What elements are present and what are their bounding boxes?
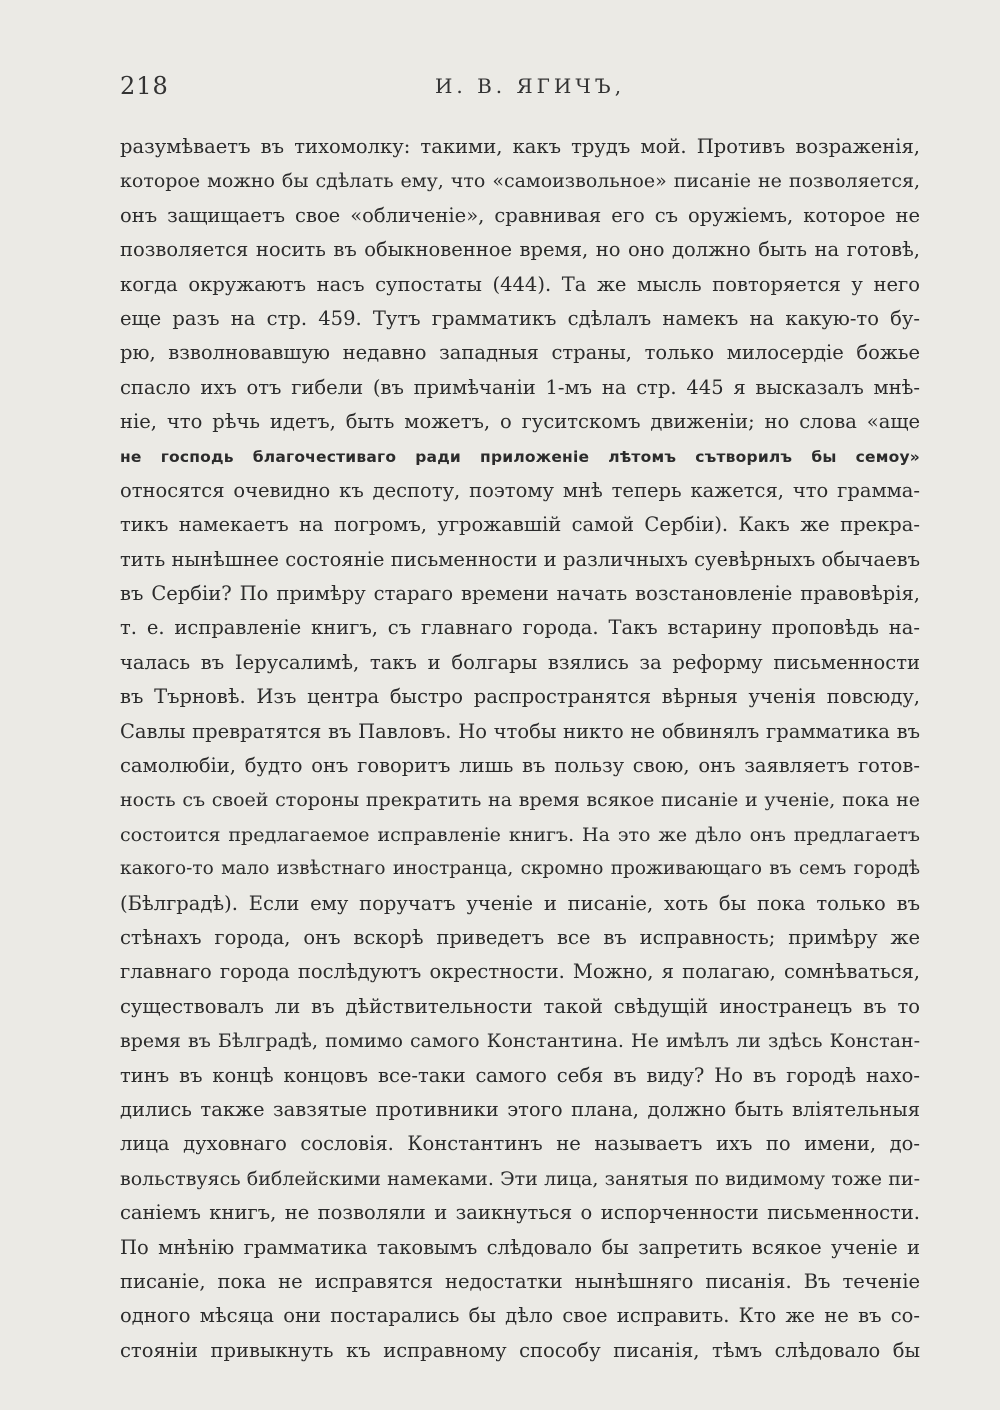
text-line: еще разъ на стр. 459. Тутъ грамматикъ сдѣлалъ намекъ на какую-то бу-	[120, 306, 920, 330]
text-line: дились также завзятые противники этого плана, должно быть вліятельныя	[120, 1097, 920, 1121]
text-line: По мнѣнію грамматика таковымъ слѣдовало бы запретить всякое ученіе и	[120, 1235, 920, 1259]
body-text	[120, 130, 920, 1368]
running-title: И. В. ЯГИЧЪ,	[434, 74, 626, 98]
text-line: т. е. исправленіе книгъ, съ главнаго города. Такъ встарину проповѣдь на-	[120, 616, 920, 640]
text-line: позволяется носить въ обыкновенное время, но оно должно быть на готовѣ,	[120, 238, 920, 262]
text-line: тинъ въ концѣ концовъ все-таки самого себя въ виду? Но въ городѣ нахо-	[120, 1063, 920, 1087]
text-line: саніемъ книгъ, не позволяли и заикнуться о испорченности письменности.	[120, 1201, 920, 1225]
text-line: одного мѣсяца они постарались бы дѣло свое исправить. Кто же не въ со-	[120, 1304, 920, 1328]
text-line: писаніе, пока не исправятся недостатки нынѣшняго писанія. Въ теченіе	[120, 1269, 920, 1293]
text-line: рю, взволновавшую недавно западныя страны, только милосердіе божье	[120, 341, 920, 365]
text-line: тикъ намекаетъ на погромъ, угрожавшій самой Сербіи). Какъ же прекра-	[120, 513, 920, 537]
text-line: тить нынѣшнее состояніе письменности и различныхъ суевѣрныхъ обычаевъ	[120, 547, 920, 571]
text-line: относятся очевидно къ деспоту, поэтому мнѣ теперь кажется, что грамма-	[120, 478, 920, 502]
text-line: существовалъ ли въ дѣйствительности такой свѣдущій иностранецъ въ то	[120, 994, 920, 1018]
page-header	[120, 72, 920, 108]
text-line: лица духовнаго сословія. Константинъ не называетъ ихъ по имени, до-	[120, 1132, 920, 1156]
text-line: въ Сербіи? По примѣру стараго времени начать возстановленіе правовѣрія,	[120, 582, 920, 606]
text-line: спасло ихъ отъ гибели (въ примѣчаніи 1-мъ на стр. 445 я высказалъ мнѣ-	[120, 375, 920, 399]
text-line: стояніи привыкнуть къ исправному способу писанія, тѣмъ слѣдовало бы	[120, 1338, 920, 1362]
text-line: когда окружаютъ насъ супостаты (444). Та же мысль повторяется у него	[120, 272, 920, 296]
text-line: состоится предлагаемое исправленіе книгъ. На это же дѣло онъ предлагаетъ	[120, 823, 920, 846]
text-line: Савлы превратятся въ Павловъ. Но чтобы никто не обвинялъ грамматика въ	[120, 719, 920, 743]
text-line: вольствуясь библейскими намеками. Эти лица, занятыя по видимому тоже пи-	[120, 1167, 920, 1190]
text-line: которое можно бы сдѣлать ему, что «самоизвольное» писаніе не позволяется,	[120, 170, 920, 193]
text-line: время въ Бѣлградѣ, помимо самого Константина. Не имѣлъ ли здѣсь Констан-	[120, 1030, 920, 1053]
text-line: какого-то мало извѣстнаго иностранца, скромно проживающаго въ семъ городѣ	[120, 858, 920, 880]
text-line: ніе, что рѣчь идетъ, быть можетъ, о гуситскомъ движеніи; но слова «аще	[120, 410, 920, 434]
church-slavonic-quote-line: не господь благочестиваго ради приложеніе лѣтомъ сътворилъ бы семоу»	[120, 447, 920, 466]
text-line: онъ защищаетъ свое «обличеніе», сравнивая его съ оружіемъ, которое не	[120, 203, 920, 227]
text-line: разумѣваетъ въ тихомолку: такими, какъ трудъ мой. Противъ возраженія,	[120, 135, 920, 158]
text-line: самолюбіи, будто онъ говоритъ лишь въ пользу свою, онъ заявляетъ готов-	[120, 754, 920, 778]
text-line: (Бѣлградѣ). Если ему поручатъ ученіе и писаніе, хоть бы пока только въ	[120, 891, 920, 915]
page-number: 218	[120, 72, 169, 100]
text-line: ность съ своей стороны прекратить на время всякое писаніе и ученіе, пока не	[120, 789, 920, 812]
text-line: въ Търновѣ. Изъ центра быстро распространятся вѣрныя ученія повсюду,	[120, 685, 920, 709]
text-line: главнаго города послѣдуютъ окрестности. Можно, я полагаю, сомнѣваться,	[120, 960, 920, 984]
text-line: чалась въ Іерусалимѣ, такъ и болгары взялись за реформу письменности	[120, 650, 920, 674]
text-line: стѣнахъ города, онъ вскорѣ приведетъ все въ исправность; примѣру же	[120, 925, 920, 949]
